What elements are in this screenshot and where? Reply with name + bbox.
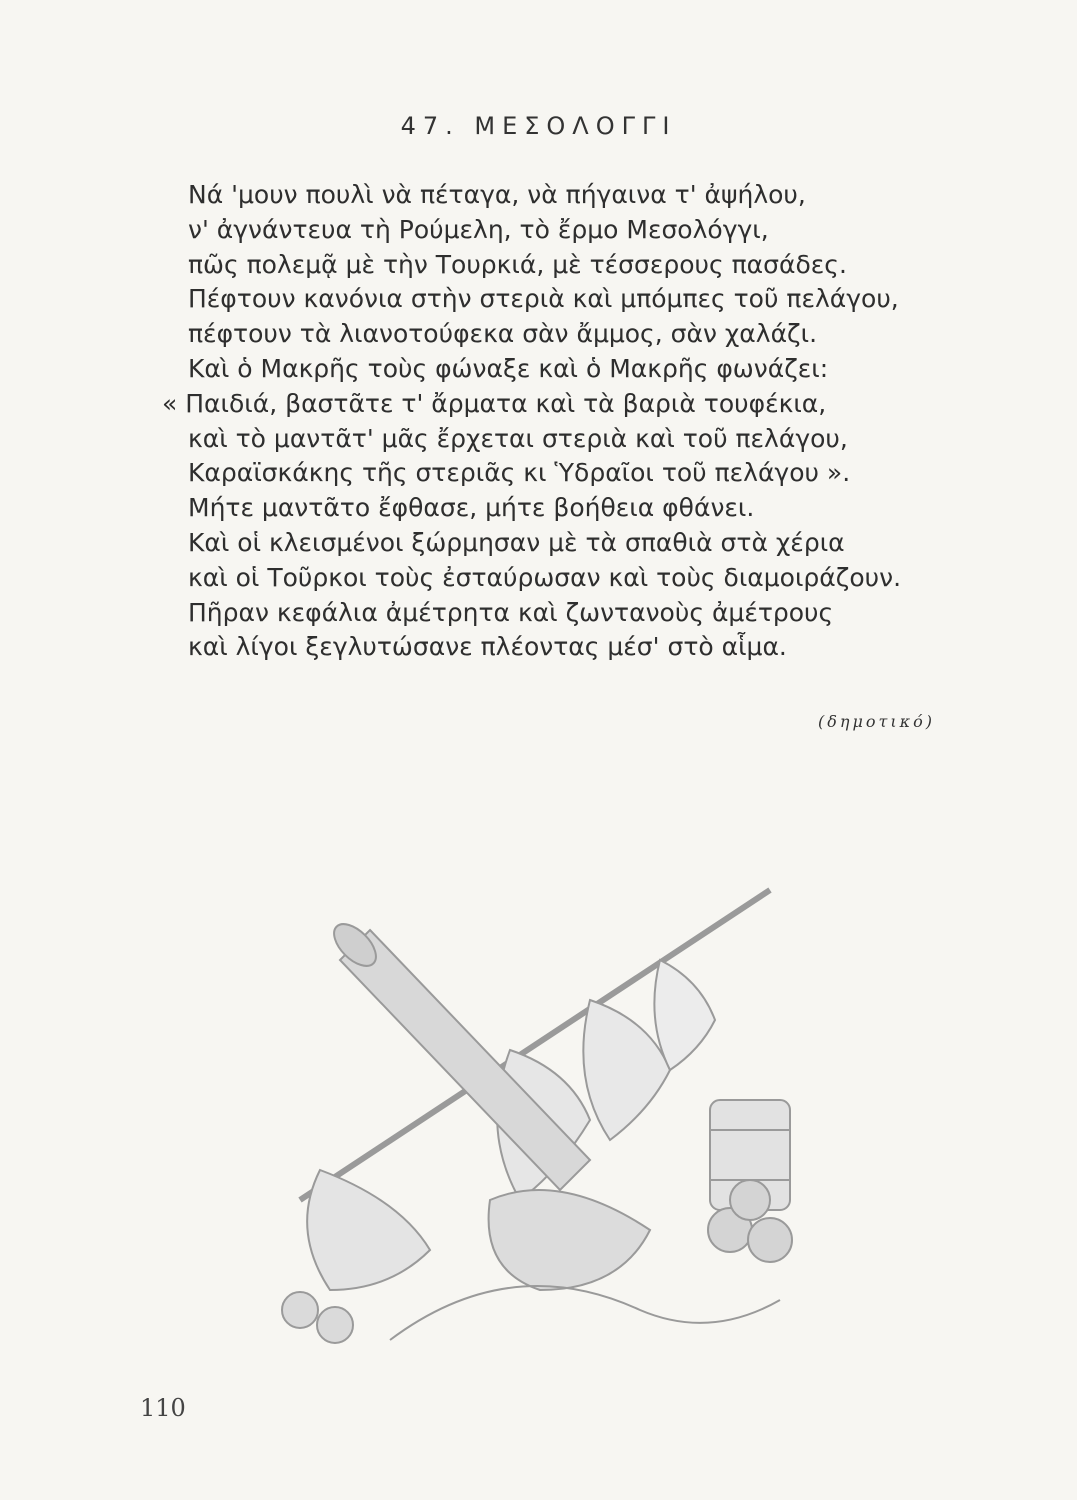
rope-shape	[390, 1286, 780, 1340]
poem-line: Καὶ οἱ κλεισμένοι ξώρμησαν μὲ τὰ σπαθιὰ στὰ χέρια	[188, 527, 845, 557]
poem-line: ν' ἀγνάντευα τὴ Ρούμελη, τὸ ἔρμο Μεσολόγγι,	[188, 214, 769, 244]
sail-shape	[654, 960, 715, 1070]
nautical-illustration	[260, 870, 820, 1370]
cannon-shape	[489, 1190, 650, 1290]
poem-line: Μήτε μαντᾶτο ἔφθασε, μήτε βοήθεια φθάνει.	[188, 493, 755, 523]
poem-line: Καὶ ὁ Μακρῆς τοὺς φώναξε καὶ ὁ Μακρῆς φωνάζει:	[188, 353, 829, 383]
poem-line: « Παιδιά, βαστᾶτε τ' ἄρματα καὶ τὰ βαριὰ τουφέκια,	[162, 388, 827, 418]
poem-title: 47. ΜΕΣΟΛΟΓΓΙ	[400, 112, 677, 140]
page-number: 110	[140, 1394, 186, 1422]
poem-line: καὶ λίγοι ξεγλυτώσανε πλέοντας μέσ' στὸ αἷμα.	[188, 632, 787, 662]
sail-shape	[307, 1170, 430, 1290]
cannonball-shape	[748, 1218, 792, 1262]
poem-line: Πέφτουν κανόνια στὴν στεριὰ καὶ μπόμπες τοῦ πελάγου,	[188, 284, 899, 314]
poem-line: Καραϊσκάκης τῆς στεριᾶς κι Ὑδραῖοι τοῦ πελάγου ».	[188, 458, 851, 488]
poem-line: Νά 'μουν πουλὶ νὰ πέταγα, νὰ πήγαινα τ' ἀψήλου,	[188, 180, 806, 209]
cannonball-shape	[317, 1307, 353, 1343]
poem-line: καὶ τὸ μαντᾶτ' μᾶς ἔρχεται στεριὰ καὶ τοῦ πελάγου,	[188, 423, 848, 453]
poem-body	[162, 178, 1038, 665]
poem-line: καὶ οἱ Τοῦρκοι τοὺς ἐσταύρωσαν καὶ τοὺς διαμοιράζουν.	[188, 562, 902, 592]
cannonball-shape	[730, 1180, 770, 1220]
poem-line: πῶς πολεμᾷ μὲ τὴν Τουρκιά, μὲ τέσσερους πασάδες.	[188, 249, 847, 279]
poem-source: (δημοτικό)	[818, 712, 935, 731]
poem-line: Πῆραν κεφάλια ἀμέτρητα καὶ ζωντανοὺς ἀμέτρους	[188, 597, 834, 627]
cannonball-shape	[282, 1292, 318, 1328]
poem-line: πέφτουν τὰ λιανοτούφεκα σὰν ἄμμος, σὰν χαλάζι.	[188, 319, 818, 349]
